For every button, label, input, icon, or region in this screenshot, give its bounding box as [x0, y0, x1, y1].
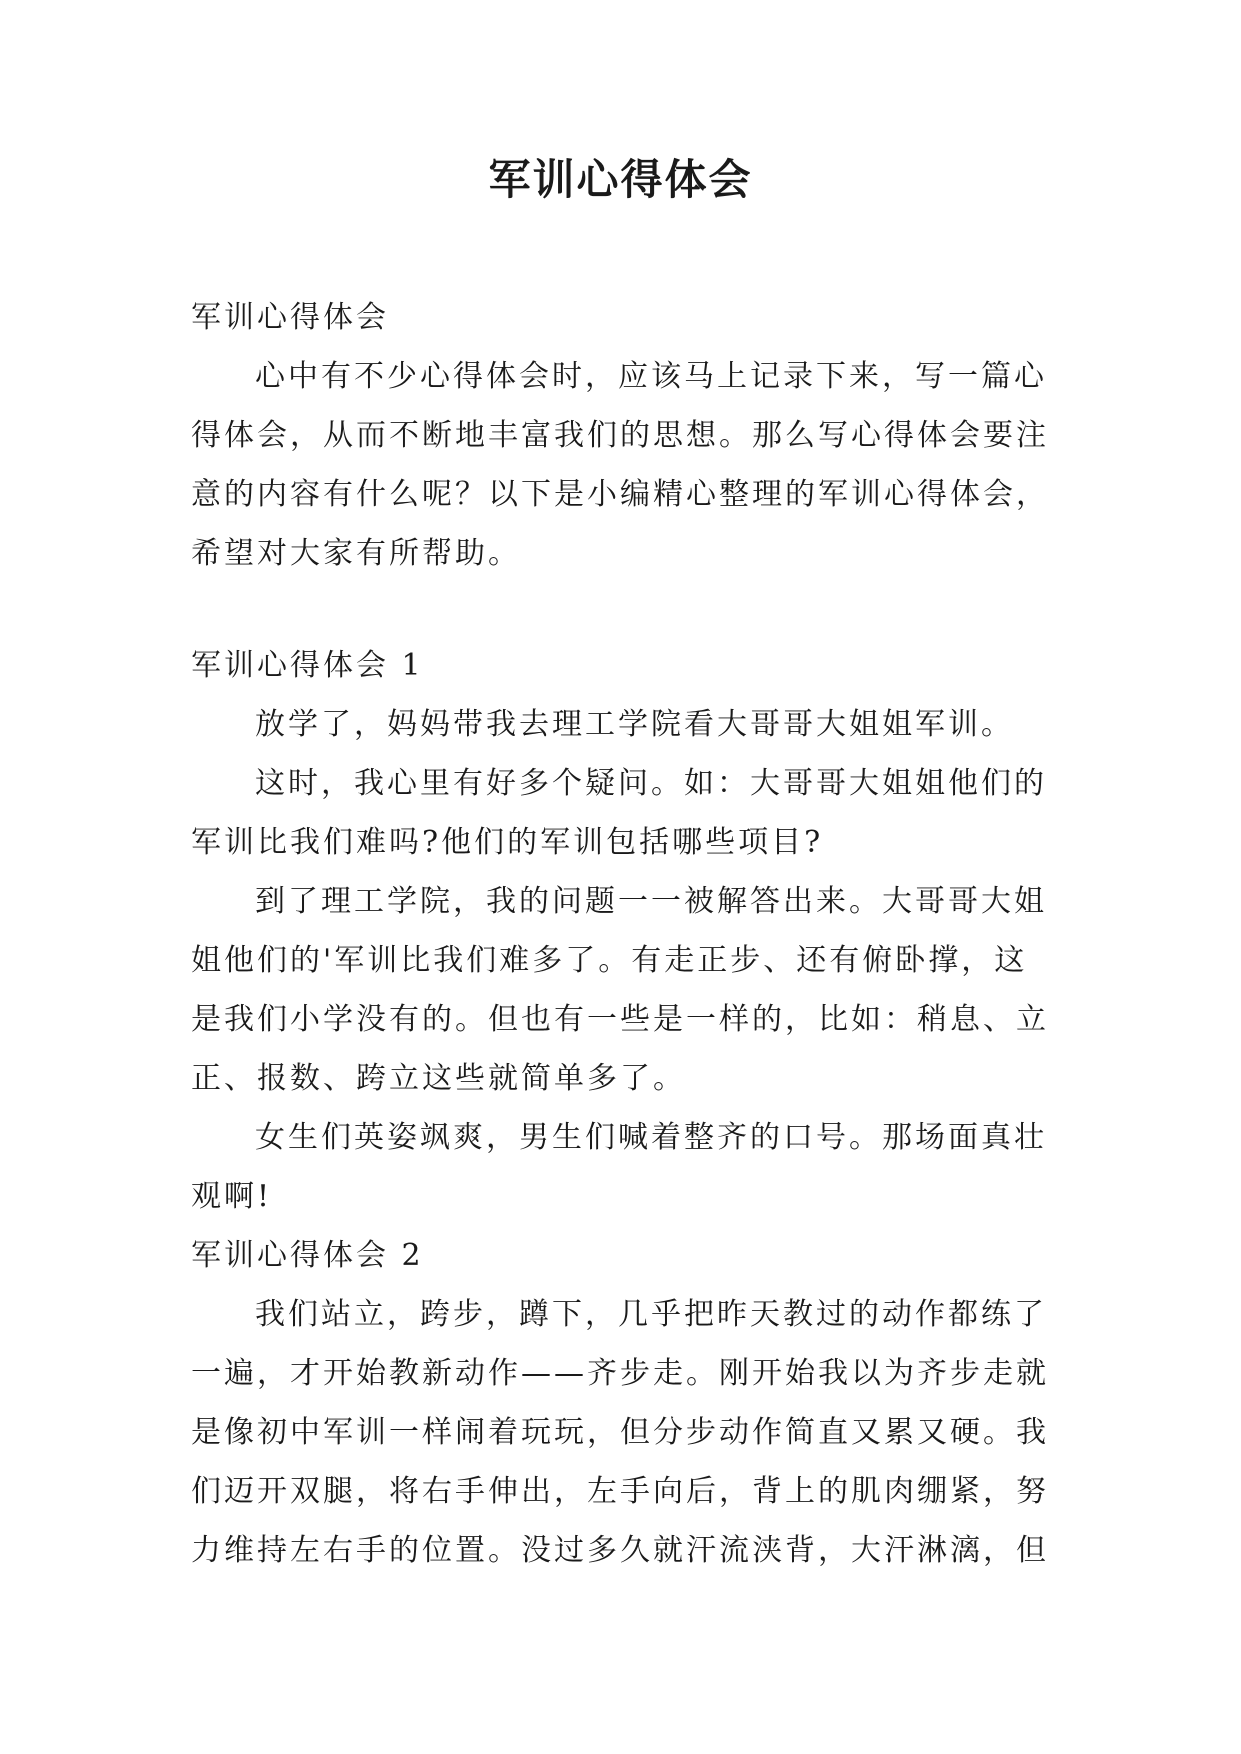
- paragraph-line: 希望对大家有所帮助。: [191, 536, 521, 571]
- section-heading-2: 军训心得体会 2: [191, 1238, 424, 1273]
- document-body: [191, 288, 1059, 1580]
- paragraph-line: 放学了，妈妈带我去理工学院看大哥哥大姐姐军训。: [255, 707, 1014, 742]
- paragraph-line: 我们站立，跨步，蹲下，几乎把昨天教过的动作都练了: [255, 1297, 1047, 1332]
- paragraph-line: 军训比我们难吗?他们的军训包括哪些项目?: [191, 825, 824, 860]
- paragraph-line: 一遍，才开始教新动作——齐步走。刚开始我以为齐步走就: [191, 1356, 1049, 1391]
- section-spacer: [191, 583, 1059, 636]
- paragraph-line: 女生们英姿飒爽，男生们喊着整齐的口号。那场面真壮: [255, 1120, 1047, 1155]
- document-title: 军训心得体会: [488, 155, 753, 204]
- paragraph-line: 们迈开双腿，将右手伸出，左手向后，背上的肌肉绷紧，努: [191, 1474, 1049, 1509]
- paragraph-line: 姐他们的'军训比我们难多了。有走正步、还有俯卧撑，这: [191, 943, 1028, 978]
- paragraph-line: 意的内容有什么呢？以下是小编精心整理的军训心得体会，: [191, 477, 1049, 512]
- paragraph-line: 这时，我心里有好多个疑问。如：大哥哥大姐姐他们的: [255, 766, 1047, 801]
- paragraph-line: 观啊!: [191, 1179, 273, 1214]
- paragraph-line: 得体会，从而不断地丰富我们的思想。那么写心得体会要注: [191, 418, 1049, 453]
- intro-heading: 军训心得体会: [191, 300, 389, 335]
- paragraph-line: 力维持左右手的位置。没过多久就汗流浃背，大汗淋漓，但: [191, 1533, 1049, 1568]
- paragraph-line: 是像初中军训一样闹着玩玩，但分步动作简直又累又硬。我: [191, 1415, 1049, 1450]
- paragraph-line: 心中有不少心得体会时，应该马上记录下来，写一篇心: [255, 359, 1047, 394]
- section-heading-1: 军训心得体会 1: [191, 648, 424, 683]
- paragraph-line: 正、报数、跨立这些就简单多了。: [191, 1061, 686, 1096]
- paragraph-line: 到了理工学院，我的问题一一被解答出来。大哥哥大姐: [255, 884, 1047, 919]
- paragraph-line: 是我们小学没有的。但也有一些是一样的，比如：稍息、立: [191, 1002, 1049, 1037]
